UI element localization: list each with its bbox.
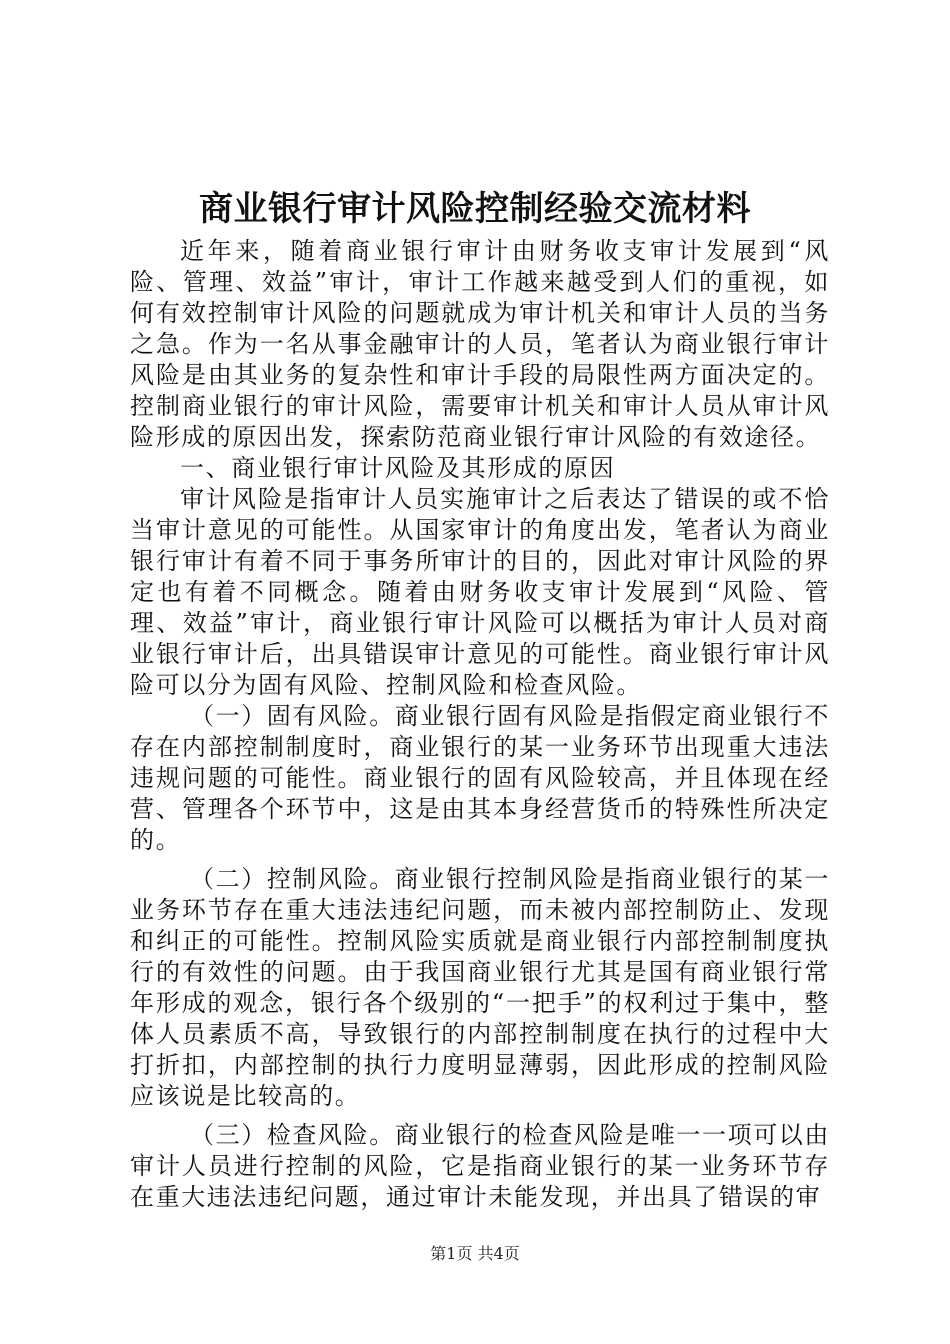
paragraph-control-risk: （二）控制风险。商业银行控制风险是指商业银行的某一业务环节存在重大违法违纪问题，而未被内部控制防止、发现和纠正的可能性。控制风险实质就是商业银行内部控制制度执行的有效性的问题。由于我国商业银行尤其是国有商业银行常年形成的观念，银行各个级别的“一把手”的权利过于集中，整体人员素质不高，导致银行的内部控制制度在执行的过程中大打折扣，内部控制的执行力度明显薄弱，因此形成的控制风险应该说是比较高的。 xyxy=(130,865,830,1110)
section-heading: 一、商业银行审计风险及其形成的原因 xyxy=(180,454,616,482)
document-title: 商业银行审计风险控制经验交流材料 xyxy=(199,189,751,229)
page-footer: 第1页 共4页 xyxy=(430,1244,520,1263)
paragraph-detection-risk: （三）检查风险。商业银行的检查风险是唯一一项可以由审计人员进行控制的风险，它是指商业银行的某一业务环节存在重大违法违纪问题，通过审计未能发现，并出具了错误的审 xyxy=(130,1121,830,1211)
paragraph-audit-risk: 审计风险是指审计人员实施审计之后表达了错误的或不恰当审计意见的可能性。从国家审计的角度出发，笔者认为商业银行审计有着不同于事务所审计的目的，因此对审计风险的界定也有着不同概念。随着由财务收支审计发展到“风险、管理、效益”审计，商业银行审计风险可以概括为审计人员对商业银行审计后，出具错误审计意见的可能性。商业银行审计风险可以分为固有风险、控制风险和检查风险。 xyxy=(130,485,830,699)
paragraph-inherent-risk: （一）固有风险。商业银行固有风险是指假定商业银行不存在内部控制制度时，商业银行的某一业务环节出现重大违法违规问题的可能性。商业银行的固有风险较高，并且体现在经营、管理各个环节中，这是由其本身经营货币的特殊性所决定的。 xyxy=(130,702,830,854)
document-body xyxy=(130,236,830,1213)
paragraph-intro: 近年来，随着商业银行审计由财务收支审计发展到“风险、管理、效益”审计，审计工作越来越受到人们的重视，如何有效控制审计风险的问题就成为审计机关和审计人员的当务之急。作为一名从事金融审计的人员，笔者认为商业银行审计风险是由其业务的复杂性和审计手段的局限性两方面决定的。控制商业银行的审计风险，需要审计机关和审计人员从审计风险形成的原因出发，探索防范商业银行审计风险的有效途径。 xyxy=(130,237,830,451)
